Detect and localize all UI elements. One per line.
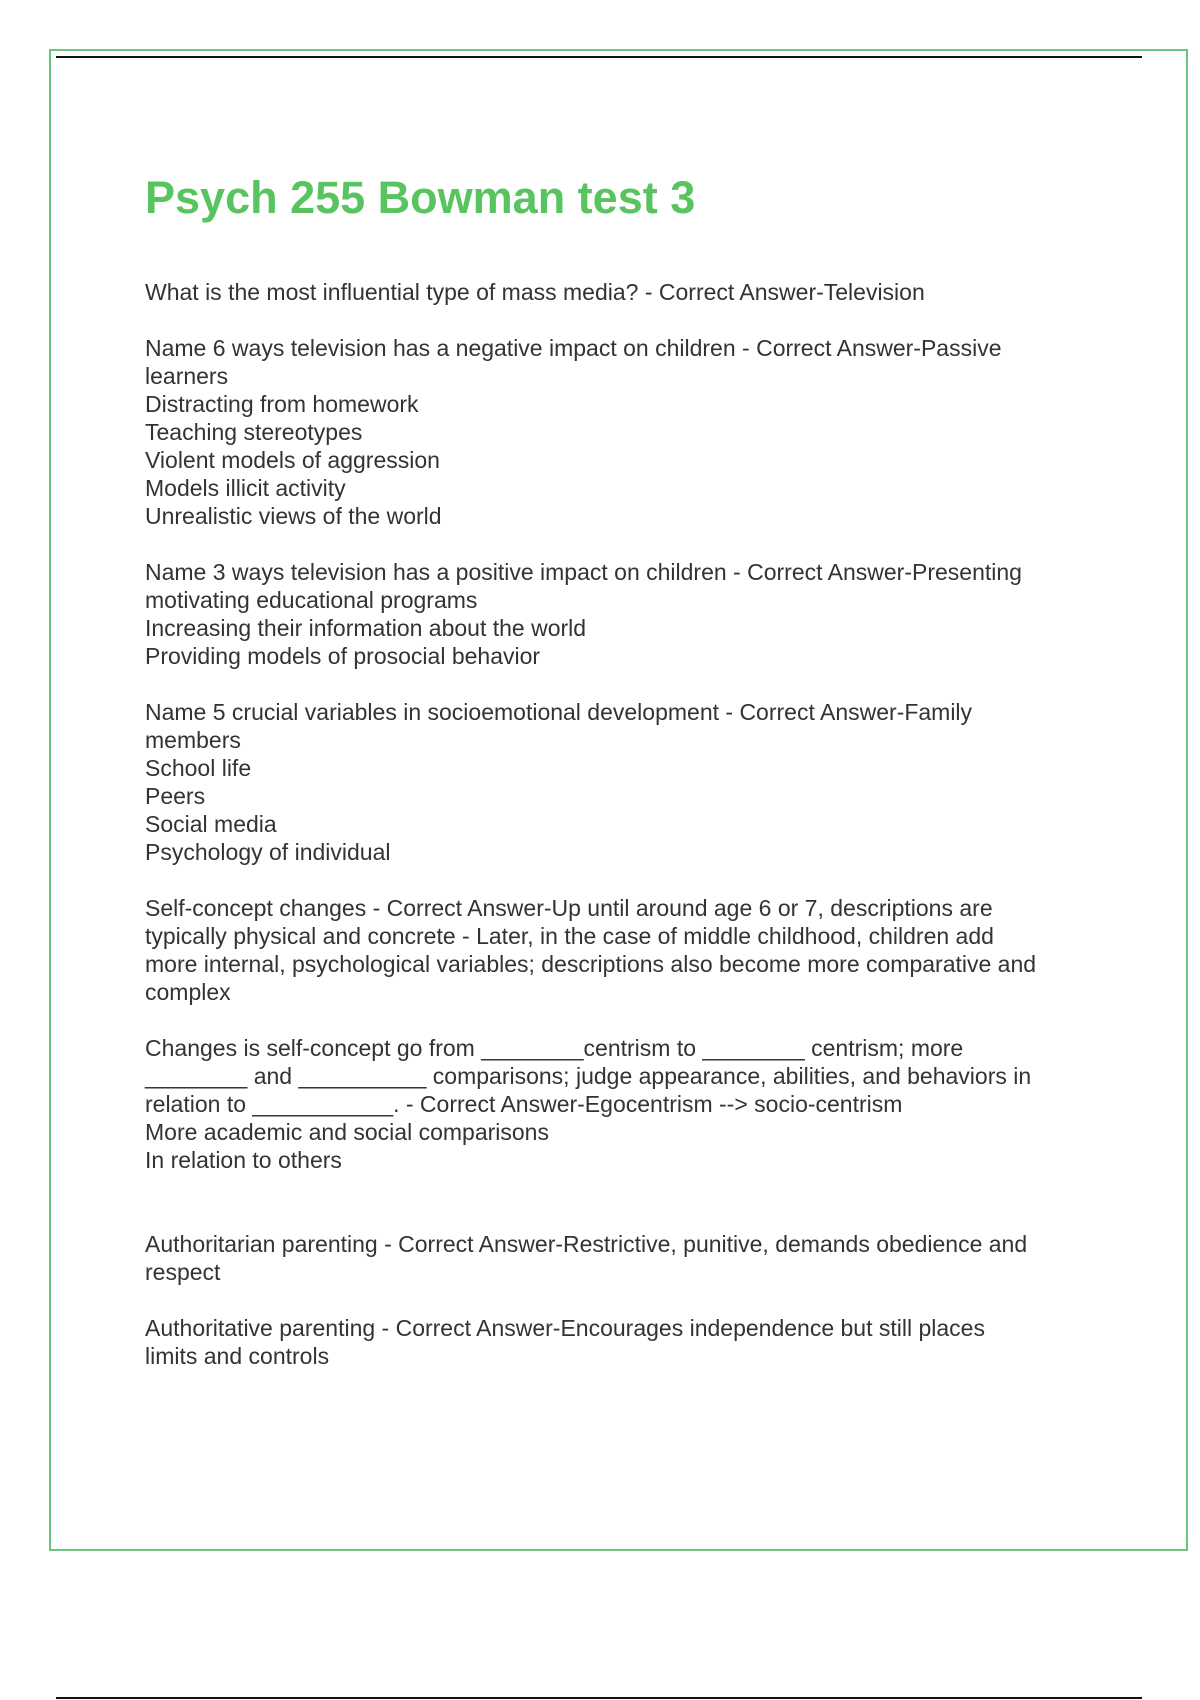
qa-line: In relation to others [145,1147,342,1173]
qa-item [145,698,1095,866]
qa-line: Name 6 ways television has a negative impact on children - Correct Answer-Passive [145,335,1002,361]
qa-line: What is the most influential type of mass media? - Correct Answer-Television [145,279,925,305]
qa-line: Authoritative parenting - Correct Answer-Encourages independence but still places [145,1315,985,1341]
qa-line: Name 3 ways television has a positive impact on children - Correct Answer-Presenting [145,559,1022,585]
qa-item [145,278,1095,306]
qa-line: Psychology of individual [145,839,391,865]
qa-item [145,1230,1095,1286]
document-content [145,170,1095,1398]
qa-line: Unrealistic views of the world [145,503,442,529]
qa-line: More academic and social comparisons [145,1119,549,1145]
qa-line: Models illicit activity [145,475,346,501]
qa-line: Distracting from homework [145,391,419,417]
qa-line: more internal, psychological variables; descriptions also become more comparative and [145,951,1037,977]
qa-line: complex [145,979,231,1005]
qa-line: School life [145,755,252,781]
qa-line: Teaching stereotypes [145,419,363,445]
qa-line: Peers [145,783,206,809]
qa-line: learners [145,363,229,389]
qa-line: Social media [145,811,277,837]
qa-line: Authoritarian parenting - Correct Answer-Restrictive, punitive, demands obedience and [145,1231,1028,1257]
qa-line: typically physical and concrete - Later, in the case of middle childhood, children add [145,923,994,949]
qa-item [145,1034,1095,1174]
document-title: Psych 255 Bowman test 3 [145,172,696,223]
qa-item [145,894,1095,1006]
qa-line: members [145,727,241,753]
qa-line: Providing models of prosocial behavior [145,643,541,669]
qa-item [145,558,1095,670]
qa-item [145,1314,1095,1370]
qa-line: respect [145,1259,221,1285]
qa-line: Violent models of aggression [145,447,440,473]
qa-line: Changes is self-concept go from ________centrism to ________ centrism; more [145,1035,964,1061]
qa-line: limits and controls [145,1343,330,1369]
qa-line: ________ and __________ comparisons; judge appearance, abilities, and behaviors in [145,1063,1032,1089]
qa-line: relation to ___________. - Correct Answer-Egocentrism --> socio-centrism [145,1091,903,1117]
qa-item [145,334,1095,530]
bottom-rule [56,1697,1142,1699]
qa-line: Name 5 crucial variables in socioemotional development - Correct Answer-Family [145,699,973,725]
qa-line: Self-concept changes - Correct Answer-Up until around age 6 or 7, descriptions are [145,895,993,921]
qa-line: Increasing their information about the world [145,615,587,641]
top-rule [56,56,1142,58]
qa-line: motivating educational programs [145,587,478,613]
